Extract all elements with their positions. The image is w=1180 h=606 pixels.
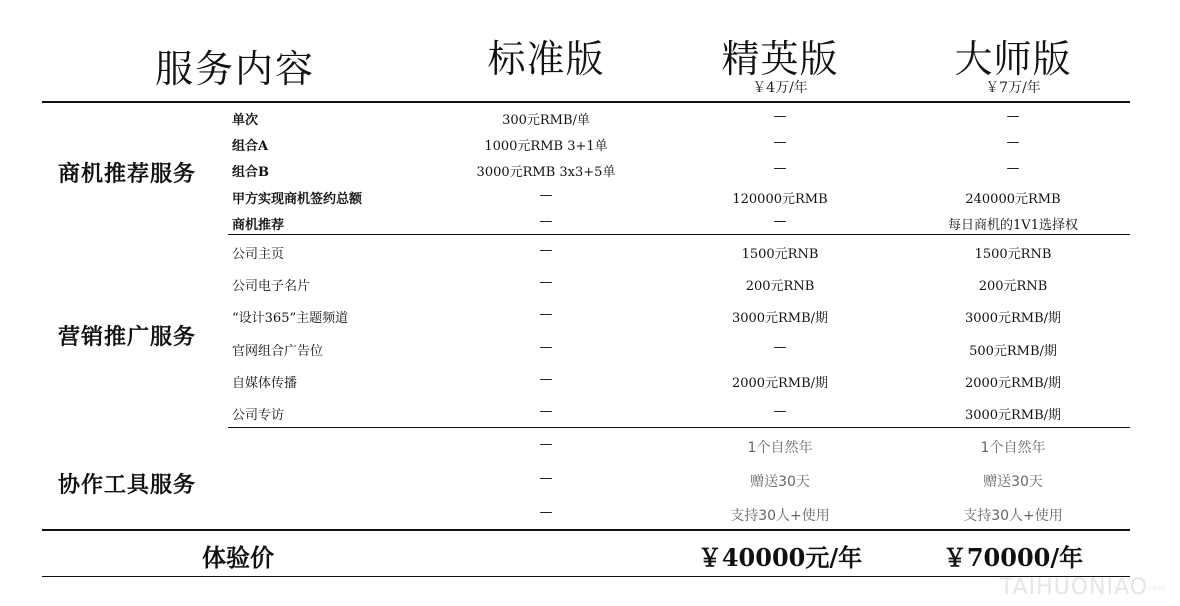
elite-value: 120000元RMB — [732, 192, 828, 207]
feature-label: 公司专访 — [232, 408, 285, 423]
feature-label: “设计365”主题频道 — [232, 311, 349, 326]
feature-label: 官网组合广告位 — [232, 344, 324, 359]
standard-value: 3000元RMB 3x3+5单 — [476, 165, 616, 180]
master-value: 3000元RMB/期 — [964, 408, 1062, 423]
plan-master-name: 大师版 — [954, 37, 1072, 81]
plan-elite-name: 精英版 — [721, 37, 839, 81]
feature-label: 商机推荐 — [232, 218, 285, 233]
feature-label: 公司主页 — [232, 247, 285, 262]
master-value: 支持30人+使用 — [963, 508, 1063, 524]
master-value: 1个自然年 — [980, 440, 1046, 456]
elite-value: — — [773, 340, 787, 355]
table-title: 服务内容 — [155, 47, 316, 91]
master-value: — — [1006, 109, 1020, 124]
standard-value: — — [539, 471, 553, 486]
elite-value: 支持30人+使用 — [730, 508, 830, 524]
elite-value: 1个自然年 — [747, 440, 813, 456]
feature-label: 甲方实现商机签约总额 — [232, 192, 363, 207]
master-value: 240000元RMB — [965, 192, 1061, 207]
master-value: 2000元RMB/期 — [964, 376, 1062, 391]
feature-label: 单次 — [232, 113, 259, 128]
elite-value: 200元RNB — [745, 279, 815, 294]
elite-value: 3000元RMB/期 — [731, 311, 829, 326]
standard-value: — — [539, 404, 553, 419]
category-marketing: 营销推广服务 — [58, 324, 197, 350]
master-value: 200元RNB — [978, 279, 1048, 294]
elite-value: — — [773, 135, 787, 150]
watermark-suffix: com — [1148, 584, 1166, 592]
master-value: 赠送30天 — [983, 474, 1043, 490]
master-trial-price: ￥70000/年 — [942, 543, 1084, 572]
watermark-text: TAIHUONIAO — [999, 575, 1149, 600]
category-collab: 协作工具服务 — [58, 472, 197, 498]
master-value: 每日商机的1V1选择权 — [948, 218, 1078, 233]
standard-value: 300元RMB/单 — [502, 113, 590, 128]
standard-value: — — [539, 275, 553, 290]
elite-value: — — [773, 214, 787, 229]
elite-value: — — [773, 161, 787, 176]
feature-label: 自媒体传播 — [232, 376, 298, 391]
header-divider — [42, 101, 1130, 103]
standard-value: — — [539, 372, 553, 387]
trial-price-label: 体验价 — [202, 543, 274, 572]
plan-master-price: ￥7万/年 — [985, 80, 1041, 96]
footer-divider — [42, 529, 1130, 531]
section-divider-1 — [228, 234, 1130, 235]
elite-value: — — [773, 404, 787, 419]
standard-value: — — [539, 437, 553, 452]
feature-label: 公司电子名片 — [232, 279, 311, 294]
plan-elite-price: ￥4万/年 — [752, 80, 808, 96]
standard-value: — — [539, 243, 553, 258]
elite-trial-price: ￥40000元/年 — [697, 543, 863, 572]
category-opportunity: 商机推荐服务 — [58, 161, 197, 187]
standard-value: — — [539, 307, 553, 322]
feature-label: 组合B — [232, 165, 269, 180]
standard-value: — — [539, 340, 553, 355]
master-value: 3000元RMB/期 — [964, 311, 1062, 326]
bottom-divider — [42, 576, 1130, 577]
elite-value: 1500元RNB — [741, 247, 819, 262]
plan-standard-name: 标准版 — [487, 37, 605, 81]
feature-label: 组合A — [232, 139, 269, 154]
master-value: 500元RMB/期 — [969, 344, 1057, 359]
elite-value: — — [773, 109, 787, 124]
master-value: 1500元RNB — [974, 247, 1052, 262]
elite-value: 2000元RMB/期 — [731, 376, 829, 391]
section-divider-2 — [228, 427, 1130, 428]
standard-value: 1000元RMB 3+1单 — [484, 139, 608, 154]
master-value: — — [1006, 135, 1020, 150]
watermark-logo — [1000, 575, 1166, 600]
elite-value: 赠送30天 — [750, 474, 810, 490]
standard-value: — — [539, 505, 553, 520]
standard-value: — — [539, 214, 553, 229]
master-value: — — [1006, 161, 1020, 176]
standard-value: — — [539, 188, 553, 203]
